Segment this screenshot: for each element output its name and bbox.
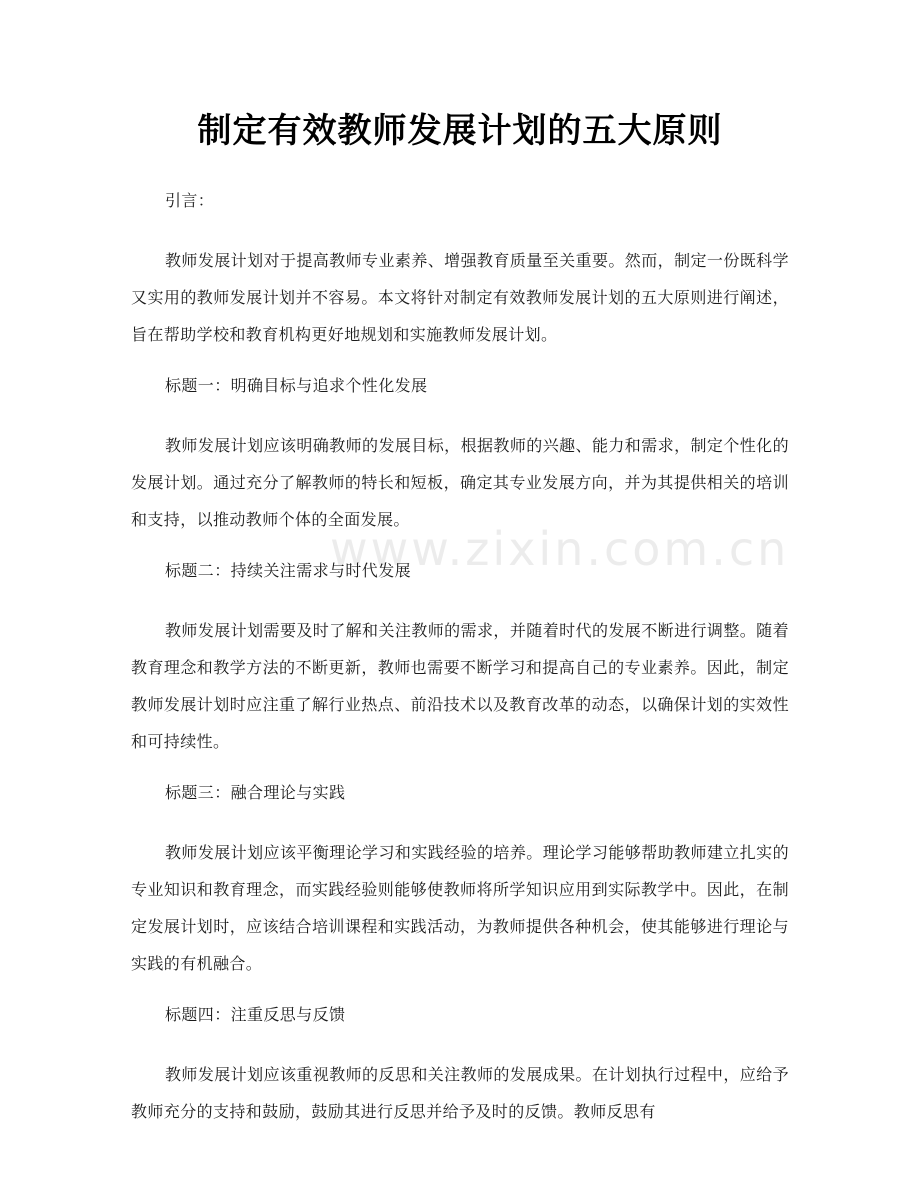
intro-label: 引言： <box>165 191 215 210</box>
watermark: www.zixin.com.cn <box>330 522 790 576</box>
section-heading-3: 标题三：融合理论与实践 <box>165 783 346 802</box>
section-paragraph-1: 教师发展计划应该明确教师的发展目标，根据教师的兴趣、能力和需求，制定个性化的发展计划。通过充分了解教师的特长和短板，确定其专业发展方向，并为其提供相关的培训和支持，以推动教师个体的全面发展。 <box>131 436 789 529</box>
section-paragraph-4: 教师发展计划应该重视教师的反思和关注教师的发展成果。在计划执行过程中，应给予教师充分的支持和鼓励，鼓励其进行反思并给予及时的反馈。教师反思有 <box>131 1065 789 1121</box>
section-heading-2: 标题二：持续关注需求与时代发展 <box>165 561 412 580</box>
section-heading-4: 标题四：注重反思与反馈 <box>165 1005 346 1024</box>
section-paragraph-2: 教师发展计划需要及时了解和关注教师的需求，并随着时代的发展不断进行调整。随着教育理念和教学方法的不断更新，教师也需要不断学习和提高自己的专业素养。因此，制定教师发展计划时应注重了解行业热点、前沿技术以及教育改革的动态，以确保计划的实效性和可持续性。 <box>131 621 789 751</box>
intro-paragraph: 教师发展计划对于提高教师专业素养、增强教育质量至关重要。然而，制定一份既科学又实用的教师发展计划并不容易。本文将针对制定有效教师发展计划的五大原则进行阐述，旨在帮助学校和教育机构更好地规划和实施教师发展计划。 <box>131 251 789 344</box>
document-body <box>131 186 789 1148</box>
document-title: 制定有效教师发展计划的五大原则 <box>197 111 723 151</box>
section-paragraph-3: 教师发展计划应该平衡理论学习和实践经验的培养。理论学习能够帮助教师建立扎实的专业知识和教育理念，而实践经验则能够使教师将所学知识应用到实际教学中。因此，在制定发展计划时，应该结合培训课程和实践活动，为教师提供各种机会，使其能够进行理论与实践的有机融合。 <box>131 843 789 973</box>
section-heading-1: 标题一：明确目标与追求个性化发展 <box>165 376 428 395</box>
